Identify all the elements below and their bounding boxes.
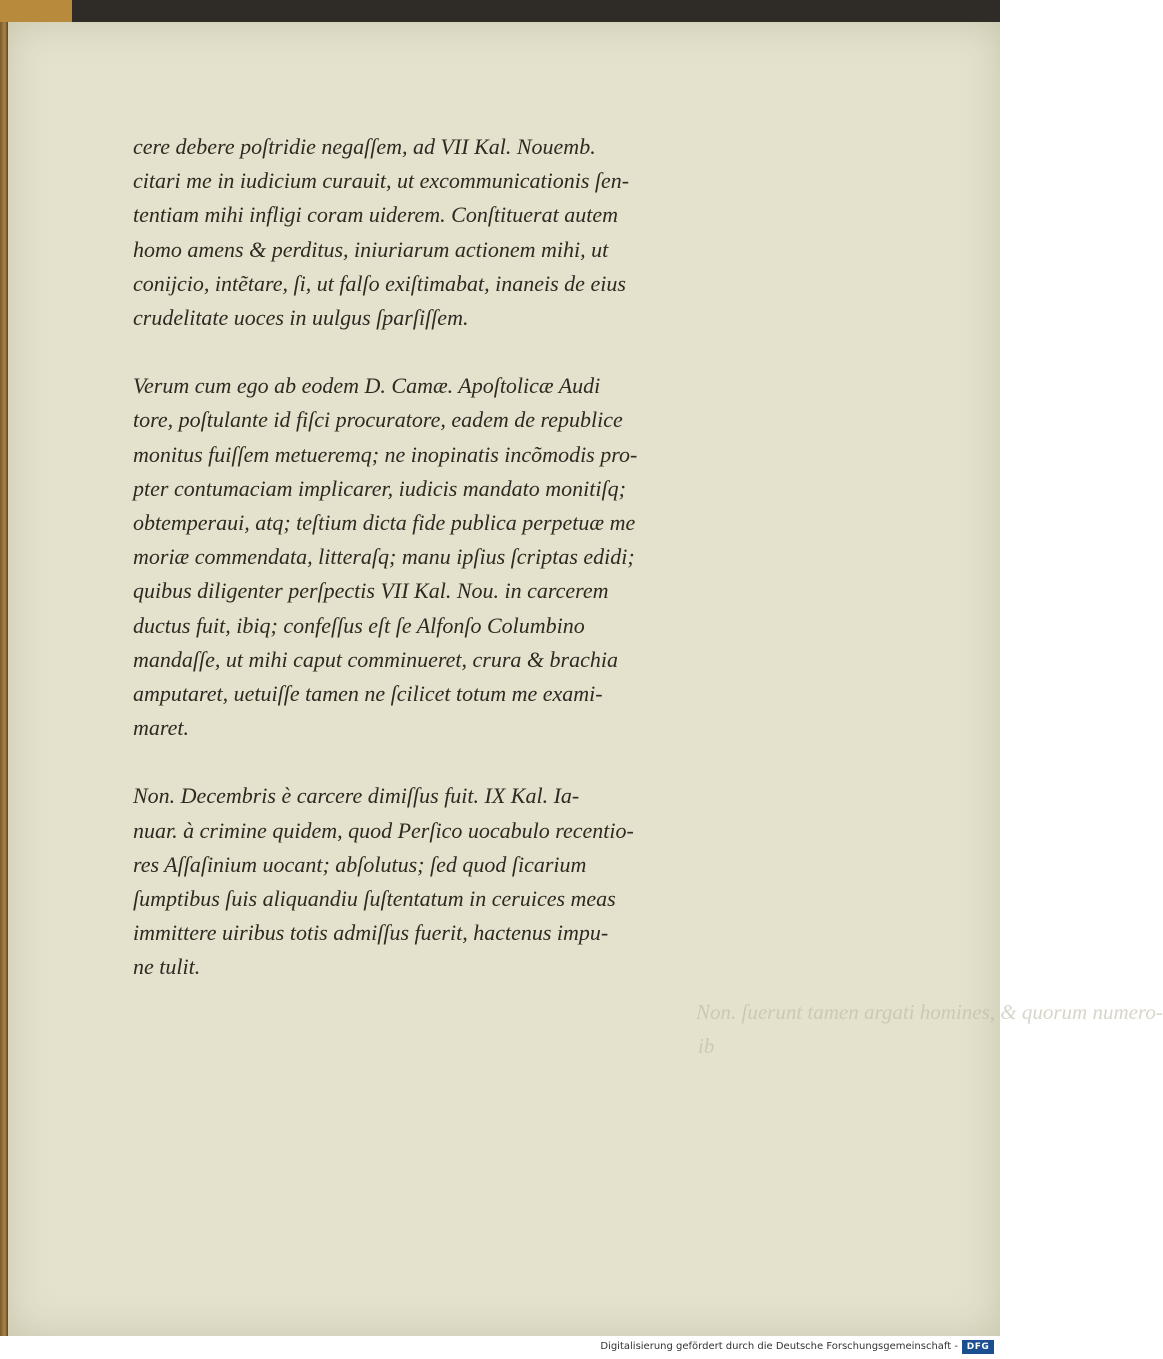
text-block — [133, 130, 733, 1019]
corner-tab — [0, 0, 72, 22]
bleed-through-fragment: ib — [698, 1034, 715, 1058]
text-line: cere debere poſtridie negaſſem, ad VII Kal. Nouemb. — [133, 134, 596, 159]
text-line: conijcio, intẽtare, ſi, ut falſo exiſtimabat, inaneis de eius — [133, 270, 626, 296]
text-line: tore, poſtulante id fiſci procuratore, eadem de republice — [133, 407, 623, 433]
text-line: monitus fuiſſem metueremq; ne inopinatis incõmodis pro- — [133, 441, 638, 467]
text-line: nuar. à crimine quidem, quod Perſico uocabulo recentio- — [133, 817, 634, 843]
text-line: citari me in iudicium curauit, ut excommunicationis ſen- — [133, 168, 630, 194]
text-line: crudelitate uoces in uulgus ſparſiſſem. — [133, 305, 469, 331]
paragraph-2 — [133, 369, 733, 745]
text-line: res Aſſaſinium uocant; abſolutus; ſed quod ſicarium — [133, 851, 587, 877]
text-line: mandaſſe, ut mihi caput comminueret, crura & brachia — [133, 646, 618, 672]
footer-credit: Digitalisierung gefördert durch die Deutsche Forschungsgemeinschaft - — [600, 1341, 958, 1352]
text-line: Non. Decembris è carcere dimiſſus fuit. IX Kal. Ia- — [133, 783, 580, 809]
text-line: ductus fuit, ibiq; confeſſus eſt ſe Alfonſo Columbino — [133, 612, 585, 638]
text-line: moriæ commendata, litteraſq; manu ipſius ſcriptas edidi; — [133, 544, 635, 570]
text-line: pter contumaciam implicarer, iudicis mandato monitiſq; — [133, 475, 626, 501]
footer-bar — [0, 1336, 1000, 1359]
text-line: tentiam mihi infligi coram uiderem. Conſtituerat autem — [133, 202, 618, 228]
paragraph-3 — [133, 779, 733, 984]
book-edge — [0, 0, 8, 1336]
text-line: homo amens & perditus, iniuriarum actionem mihi, ut — [133, 236, 609, 262]
text-line: quibus diligenter perſpectis VII Kal. Nou. in carcerem — [133, 578, 609, 604]
text-line: obtemperaui, atq; teſtium dicta fide publica perpetuæ me — [133, 510, 636, 536]
text-line: ſumptibus ſuis aliquandiu ſuſtentatum in ceruices meas — [133, 886, 616, 912]
bleed-through-line: Non. ſuerunt tamen argati homines, & quorum numero- — [696, 1000, 1163, 1024]
text-line: amputaret, uetuiſſe tamen ne ſcilicet totum me exami- — [133, 681, 603, 707]
text-line: ne tulit. — [133, 954, 201, 980]
text-line: immittere uiribus totis admiſſus fuerit, hactenus impu- — [133, 920, 609, 946]
text-line: Verum cum ego ab eodem D. Camæ. Apoſtolicæ Audi — [133, 373, 601, 399]
paragraph-1 — [133, 130, 733, 335]
dfg-logo: DFG — [962, 1340, 994, 1354]
text-line: maret. — [133, 715, 190, 741]
